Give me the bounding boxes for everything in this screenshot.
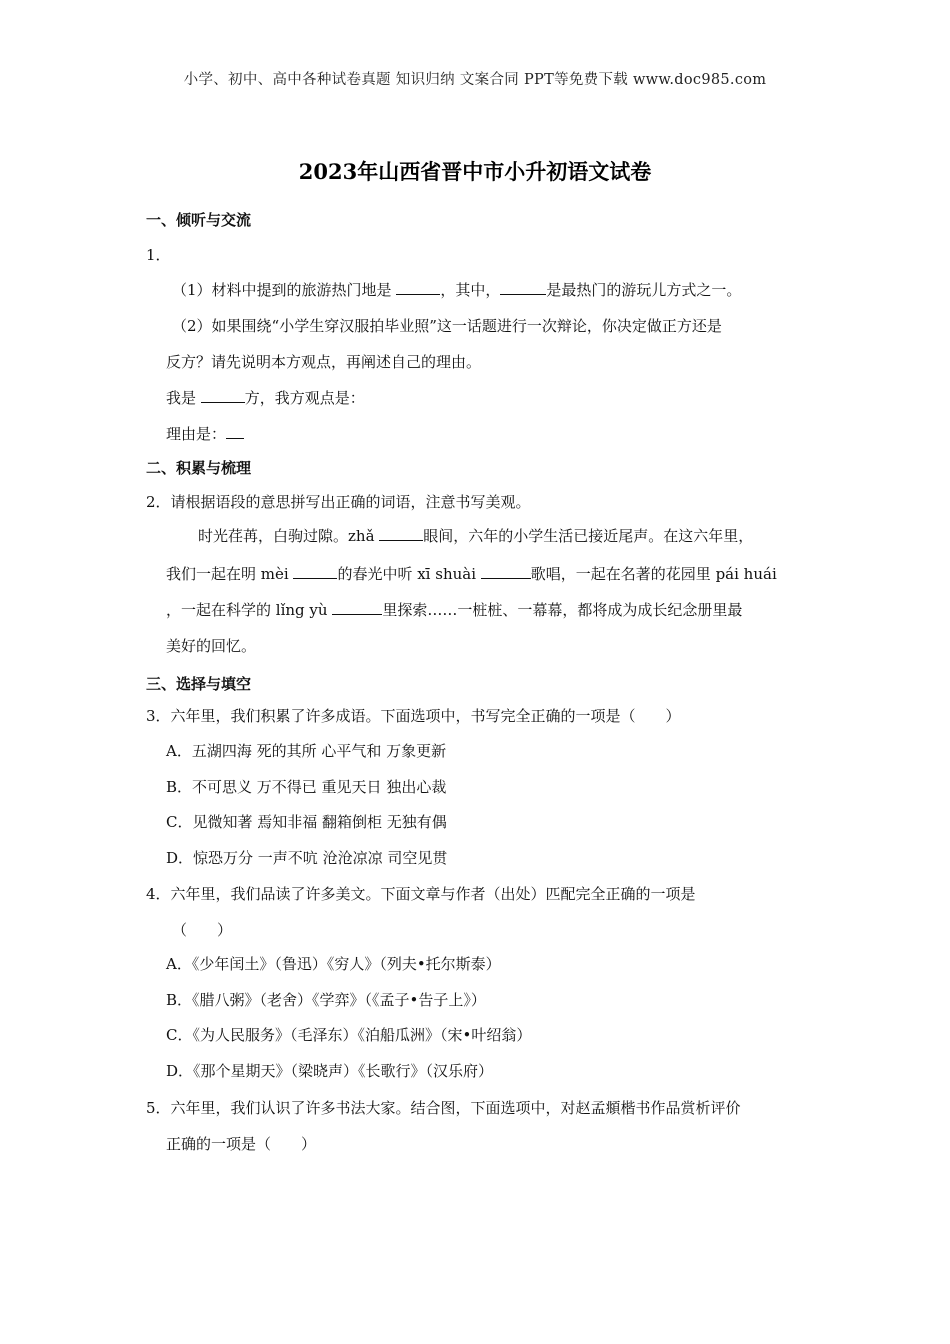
question-2-line-3: [166, 600, 742, 620]
answer-blank[interactable]: [379, 526, 423, 541]
q1-p1-text-a: （1）材料中提到的旅游热门地是: [172, 281, 392, 299]
question-2-stem: 2．请根据语段的意思拼写出正确的词语，注意书写美观。: [146, 493, 531, 511]
question-1-number: 1．: [146, 246, 171, 264]
answer-blank[interactable]: [332, 600, 382, 615]
question-3-option-b[interactable]: B．不可思义 万不得已 重见天日 独出心裁: [166, 778, 447, 796]
q2-l3-text-a: ，一起在科学的 lǐng yù: [166, 601, 328, 619]
question-4-option-d[interactable]: D．《那个星期天》（梁晓声）《长歌行》（汉乐府）: [166, 1062, 494, 1080]
question-3-option-d[interactable]: D．惊恐万分 一声不吭 沧沧凉凉 司空见贯: [166, 849, 448, 867]
question-2-line-2: [166, 564, 777, 584]
question-2-line-1: [198, 526, 753, 546]
q2-l2-text-c: 歌唱，一起在名著的花园里 pái huái: [530, 565, 777, 583]
question-1-part-4: [166, 424, 244, 444]
q2-l2-text-a: 我们一起在明 mèi: [166, 565, 289, 583]
page-title: 2023年山西省晋中市小升初语文试卷: [298, 159, 652, 184]
q1-p1-text-c: 是最热门的游玩儿方式之一。: [546, 281, 742, 299]
question-5-stem-line-2: 正确的一项是（ ）: [166, 1135, 317, 1153]
question-3-option-a[interactable]: A．五湖四海 死的其所 心平气和 万象更新: [166, 742, 447, 760]
question-4-option-a[interactable]: A．《少年闰土》（鲁迅）《穷人》（列夫•托尔斯泰）: [166, 955, 501, 973]
answer-blank[interactable]: [500, 280, 546, 295]
question-4-option-b[interactable]: B．《腊八粥》（老舍）《学弈》（《孟子•告子上》）: [166, 991, 486, 1009]
section-heading-3: 三、选择与填空: [146, 675, 252, 693]
section-heading-2: 二、积累与梳理: [146, 459, 252, 477]
answer-blank[interactable]: [481, 564, 531, 579]
q1-p3-text-a: 我是: [166, 389, 197, 407]
answer-blank[interactable]: [396, 280, 440, 295]
question-1-part-2-line-2: 反方？请先说明本方观点，再阐述自己的理由。: [166, 353, 482, 371]
q2-l3-text-b: 里探索……一桩桩、一幕幕，都将成为成长纪念册里最: [382, 601, 743, 619]
q2-l2-text-b: 的春光中听 xī shuài: [337, 565, 477, 583]
question-1-part-1: [172, 280, 741, 300]
answer-blank[interactable]: [201, 388, 245, 403]
question-3-stem: 3．六年里，我们积累了许多成语。下面选项中，书写完全正确的一项是（ ）: [146, 707, 681, 725]
question-5-stem: 5．六年里，我们认识了许多书法大家。结合图，下面选项中，对赵孟頫楷书作品赏析评价: [146, 1099, 741, 1117]
answer-blank[interactable]: [226, 424, 244, 439]
q2-l1-text-b: 眼间，六年的小学生活已接近尾声。在这六年里，: [423, 527, 754, 545]
q1-p3-text-b: 方，我方观点是：: [244, 389, 365, 407]
q2-l1-text-a: 时光荏苒，白驹过隙。zhǎ: [198, 527, 375, 545]
question-4-option-c[interactable]: C．《为人民服务》（毛泽东）《泊船瓜洲》（宋•叶绍翁）: [166, 1026, 532, 1044]
question-4-stem: 4．六年里，我们品读了许多美文。下面文章与作者（出处）匹配完全正确的一项是: [146, 885, 696, 903]
question-3-option-c[interactable]: C．见微知著 焉知非福 翻箱倒柜 无独有偶: [166, 813, 447, 831]
answer-blank[interactable]: [293, 564, 337, 579]
q1-p1-text-b: ，其中，: [440, 281, 501, 299]
question-1-part-3: [166, 388, 365, 408]
q1-p4-text: 理由是：: [166, 425, 227, 443]
question-4-answer-paren: （ ）: [172, 921, 233, 939]
question-2-line-4: 美好的回忆。: [166, 637, 257, 655]
section-heading-1: 一、倾听与交流: [146, 211, 252, 229]
header-note: 小学、初中、高中各种试卷真题 知识归纳 文案合同 PPT等免费下载 www.doc985.com: [183, 72, 767, 88]
question-1-part-2-line-1: （2）如果围绕“小学生穿汉服拍毕业照”这一话题进行一次辩论，你决定做正方还是: [172, 317, 722, 335]
